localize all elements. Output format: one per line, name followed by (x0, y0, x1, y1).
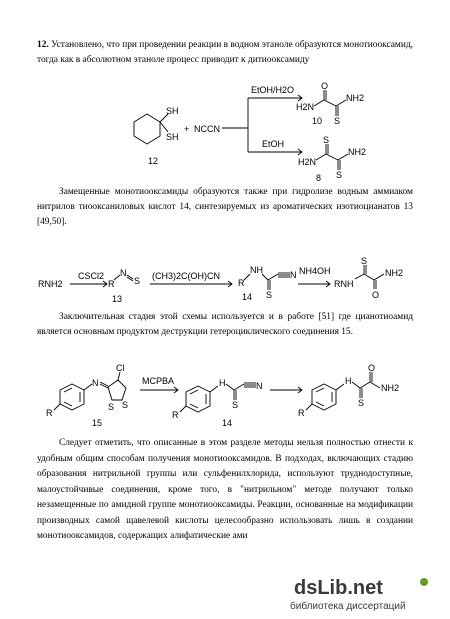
compound-number-12: 12 (148, 156, 159, 166)
compound-number-14b: 14 (222, 418, 233, 428)
plus-sign: + (184, 124, 190, 134)
compound-number-10: 10 (312, 116, 323, 126)
c14-h: H (219, 378, 226, 388)
c15-s1: S (108, 402, 115, 412)
final-rnh: RNH (334, 279, 354, 289)
condition-bottom: EtOH (262, 139, 285, 149)
dithiazole-ring (108, 380, 126, 400)
p10-sulfur: S (334, 116, 341, 126)
c14-s: S (232, 400, 239, 410)
c15-cl: Cl (116, 363, 125, 373)
watermark-dot (420, 578, 428, 586)
reagent-acetone-cyanohydrin: (CH3)2C(OH)CN (152, 271, 220, 281)
iso-n: N (120, 268, 127, 278)
iso-s: S (134, 276, 141, 286)
nccn-label: NCCN (194, 124, 220, 134)
paragraph-4: Следует отметить, что описанные в этом разделе методы нельзя полностью отнести к удобным общим способам получения монотиооксамидов. В подходах, включающих стадию образования нитрильной группы или сульфенилхлорида, используют труднодоступные, малоустойчивые соединения, кроме того, в "нитрильном" методе получают только незамещенные по амидной группе монотиооксамиды. Реакции, основанные на модификации производных самой щавелевой кислоты целесообразно использовать лишь в создании монотиооксамидов, содержащих алифатические ами (37, 438, 413, 541)
c15-n: N (92, 378, 99, 388)
p8-sulfur-bottom: S (336, 170, 343, 180)
p8-sulfur-top: S (323, 135, 330, 145)
sh-label-top: SH (166, 106, 179, 116)
final-nh2: NH2 (385, 268, 404, 278)
iso-r: R (108, 279, 115, 289)
c15-r: R (46, 408, 53, 418)
cscl2-label: CSCl2 (78, 271, 105, 281)
watermark-logo: dsLib.net (294, 577, 383, 599)
compound-number-13: 13 (112, 294, 123, 304)
watermark (282, 572, 442, 614)
c15-s2: S (122, 400, 129, 410)
watermark-tagline: библиотека диссертаций (290, 601, 406, 612)
paragraph-1-body: Установлено, что при проведении реакции в водном этаноле образуются монотиооксамид, тогда как в абсолютном этаноле процесс приводит к дитиооксамиду (37, 40, 413, 65)
reaction-scheme-3 (0, 360, 450, 440)
condition-top: EtOH/H2O (251, 85, 295, 95)
p10-oxygen: O (321, 81, 329, 91)
p14-r: R (238, 278, 245, 288)
p14-s: S (266, 290, 273, 300)
final-s: S (361, 256, 368, 266)
reaction-scheme-2 (0, 254, 450, 314)
final-o: O (372, 290, 380, 300)
final-s: S (358, 398, 365, 408)
paragraph-1 (37, 38, 413, 68)
sh-label-bottom: SH (166, 132, 179, 142)
paragraph-3: Заключительная стадия этой схемы используется и в работе [51] где цианотиоамид является основным продуктом деструкции гетероциклического соединения 15. (37, 312, 413, 337)
compound-number-14: 14 (242, 292, 253, 302)
final-o: O (368, 363, 376, 373)
p8-nh2: NH2 (348, 147, 367, 157)
compound-number-15: 15 (92, 418, 103, 428)
reaction-scheme-1 (0, 78, 450, 188)
p14-n: N (290, 270, 297, 280)
p10-nh2: NH2 (346, 93, 365, 103)
p14-nh: NH (250, 265, 263, 275)
final-r: R (298, 408, 305, 418)
c14-n: N (256, 381, 263, 391)
reagent-nh4oh: NH4OH (299, 266, 331, 276)
c14-r: R (172, 410, 179, 420)
paragraph-2: Замещенные монотиооксамиды образуются также при гидролизе водным аммиаком нитрилов тиооксаниловых кислот 14, синтезируемых из ароматических изотиоцианатов 13 [49,50]. (37, 187, 413, 227)
final-nh2: NH2 (381, 383, 400, 393)
paragraph-number: 12. (37, 40, 49, 50)
reagent-mcpba: MCPBA (142, 376, 175, 386)
rnh2-label: RNH2 (38, 279, 63, 289)
cyclohexane-ring (134, 114, 160, 144)
final-h: H (345, 376, 352, 386)
compound-number-8: 8 (316, 173, 322, 183)
p8-h2n: H2N (298, 157, 317, 167)
p10-h2n: H2N (296, 102, 315, 112)
